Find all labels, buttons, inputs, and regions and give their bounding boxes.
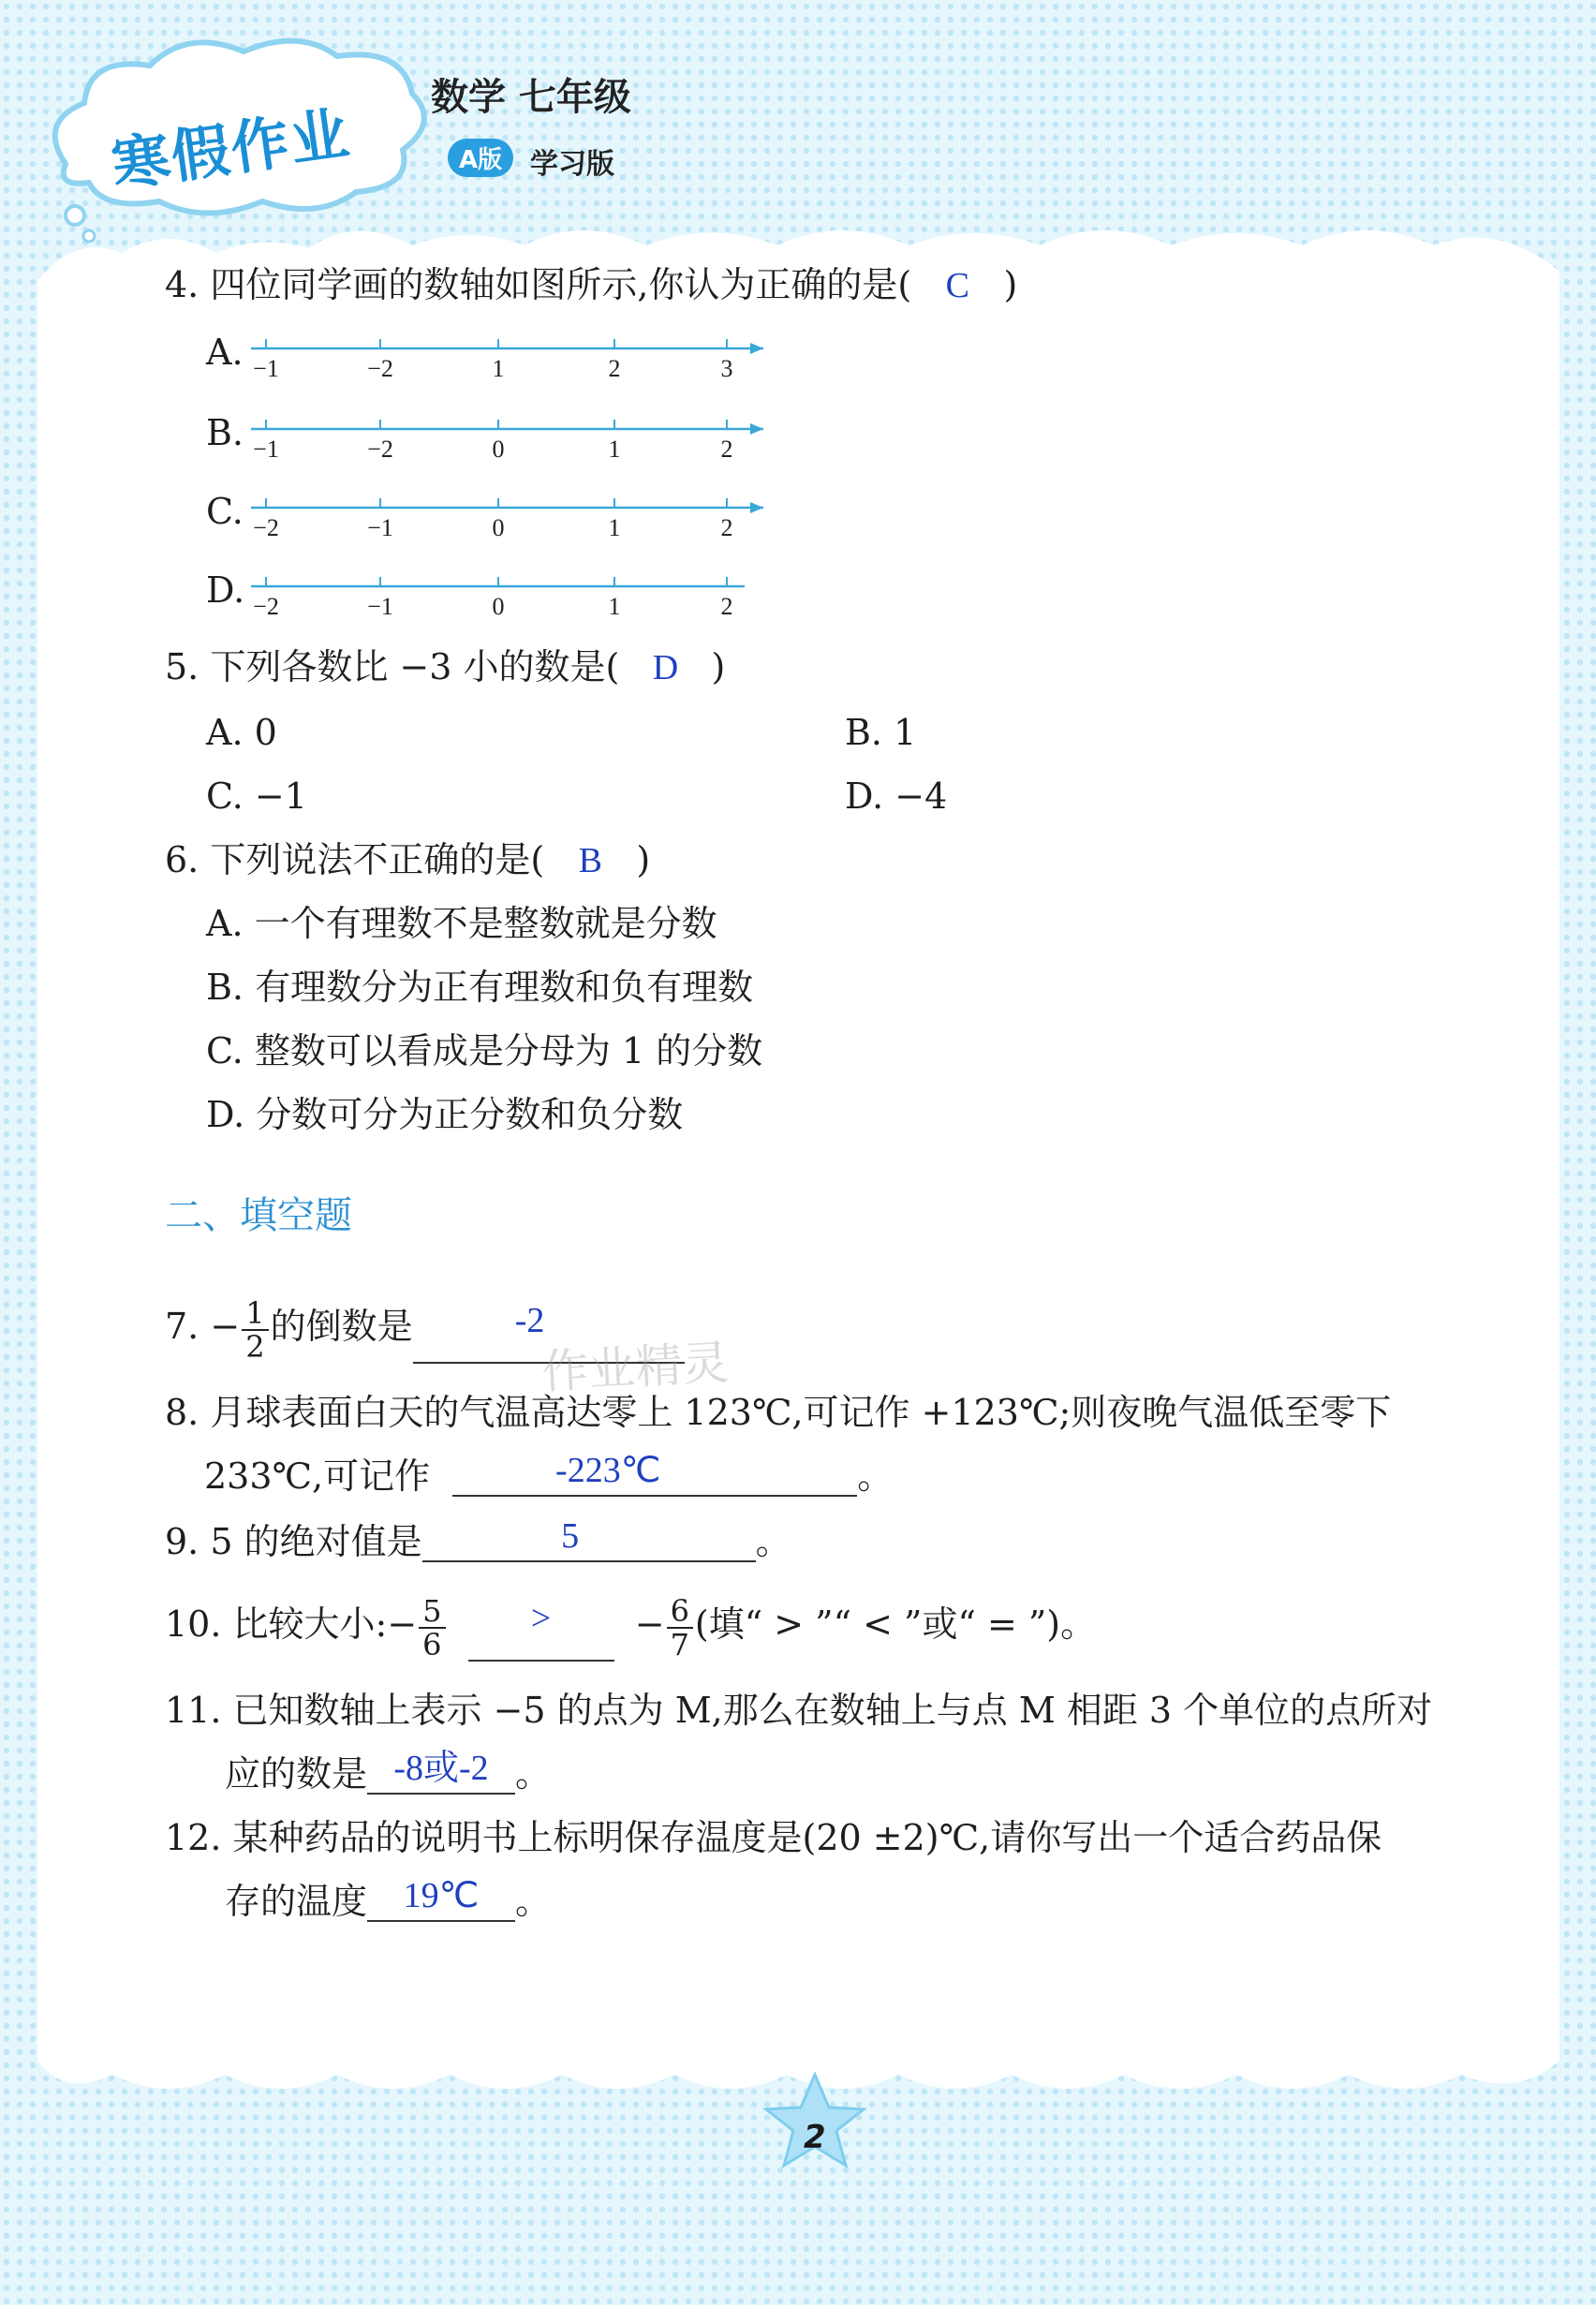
- q7: 7. − $\frac{1}{2}$ 的倒数是 -2: [165, 1289, 685, 1364]
- q10-fraction-1: $\frac{5}{6}$: [419, 1595, 445, 1661]
- q6-answer: B: [578, 841, 602, 880]
- number-line-tick-label: 2: [720, 436, 733, 463]
- q9: 9. 5 的绝对值是 5 。: [165, 1516, 791, 1562]
- q6-option-c: C. 整数可以看成是分母为 1 的分数: [206, 1030, 763, 1071]
- brand-title: 寒假作业: [107, 98, 355, 200]
- watermark: 作业精灵: [539, 1335, 731, 1400]
- number-line-tick-label: −1: [253, 355, 279, 382]
- number-line-arrow: [750, 423, 763, 435]
- q7-fraction: $\frac{1}{2}$: [242, 1297, 268, 1363]
- q6-option-a: A. 一个有理数不是整数就是分数: [206, 903, 717, 944]
- edition-text: 学习版: [530, 148, 614, 181]
- number-line-tick-label: 1: [608, 436, 621, 463]
- number-line-tick-label: 1: [608, 514, 621, 541]
- number-line-tick-label: −2: [367, 436, 393, 463]
- q11-answer: -8或-2: [393, 1749, 489, 1788]
- q8-line1: 8. 月球表面白天的气温高达零上 123℃,可记作 +123℃;则夜晚气温低至零下: [165, 1392, 1392, 1433]
- q6-stem: 6. 下列说法不正确的是( B ): [165, 839, 651, 880]
- q11-line2: 应的数是 -8或-2 。: [225, 1749, 552, 1795]
- q8-answer: -223℃: [555, 1451, 661, 1490]
- q6-option-d: D. 分数可分为正分数和负分数: [206, 1094, 684, 1135]
- q8-line2: 233℃,可记作 -223℃ 。: [204, 1451, 894, 1497]
- q4-answer: C: [945, 266, 970, 305]
- q12-blank: [367, 1876, 515, 1922]
- q5-option-c: C. −1: [206, 776, 307, 817]
- q10-blank: [468, 1599, 614, 1662]
- number-line-tick-label: 2: [720, 514, 733, 541]
- q12-line1: 12. 某种药品的说明书上标明保存温度是(20 ±2)℃,请你写出一个适合药品保: [165, 1817, 1382, 1858]
- number-line-tick-label: −2: [253, 514, 279, 541]
- number-line: [244, 487, 805, 553]
- number-line-tick-label: 1: [608, 593, 621, 620]
- q5-option-a: A. 0: [206, 712, 277, 753]
- q5-option-b: B. 1: [845, 712, 917, 753]
- q10-fraction-2: $\frac{6}{7}$: [667, 1595, 693, 1661]
- number-line: [244, 328, 805, 393]
- q5-answer: D: [652, 648, 679, 687]
- q12-answer: 19℃: [403, 1876, 480, 1915]
- q11-blank: [367, 1749, 515, 1795]
- number-line-tick-label: −2: [367, 355, 393, 382]
- number-line-arrow: [750, 343, 763, 354]
- q5-option-d: D. −4: [845, 776, 948, 817]
- subject-grade: 数学 七年级: [431, 76, 631, 119]
- edition-badge: A版: [448, 139, 513, 177]
- number-line-arrow: [750, 502, 763, 513]
- q9-answer: 5: [561, 1516, 580, 1556]
- q12-line2: 存的温度 19℃ 。: [225, 1876, 552, 1922]
- number-line-tick-label: 0: [492, 514, 505, 541]
- number-line-tick-label: −1: [367, 593, 393, 620]
- q6-option-b: B. 有理数分为正有理数和负有理数: [206, 967, 754, 1008]
- number-line-tick-label: 1: [492, 355, 505, 382]
- number-line: [244, 566, 805, 631]
- number-line-tick-label: 2: [720, 593, 733, 620]
- q4-option-label: C.: [206, 491, 244, 532]
- section-heading-fill-in: 二、填空题: [165, 1194, 352, 1237]
- q8-blank: [452, 1451, 857, 1497]
- q7-answer: -2: [514, 1301, 545, 1340]
- page-number: 2: [804, 2119, 826, 2156]
- number-line-tick-label: −1: [253, 436, 279, 463]
- number-line: [244, 408, 805, 474]
- q4-stem: 4. 四位同学画的数轴如图所示,你认为正确的是( C ): [165, 264, 1018, 305]
- q11-line1: 11. 已知数轴上表示 −5 的点为 M,那么在数轴上与点 M 相距 3 个单位的点所对: [165, 1690, 1433, 1731]
- q4-option-label: D.: [206, 569, 245, 611]
- q10-answer: >: [530, 1599, 552, 1638]
- number-line-tick-label: 3: [720, 355, 733, 382]
- q4-option-label: B.: [206, 412, 244, 453]
- number-line-tick-label: −2: [253, 593, 279, 620]
- q5-stem: 5. 下列各数比 −3 小的数是( D ): [165, 646, 726, 687]
- number-line-tick-label: −1: [367, 514, 393, 541]
- q4-option-label: A.: [206, 332, 244, 373]
- number-line-tick-label: 2: [608, 355, 621, 382]
- q10: 10. 比较大小:− $\frac{5}{6}$ > − $\frac{6}{7}$ (填“ > ”“ < ”或“ = ”)。: [165, 1587, 1096, 1662]
- number-line-tick-label: 0: [492, 593, 505, 620]
- number-line-tick-label: 0: [492, 436, 505, 463]
